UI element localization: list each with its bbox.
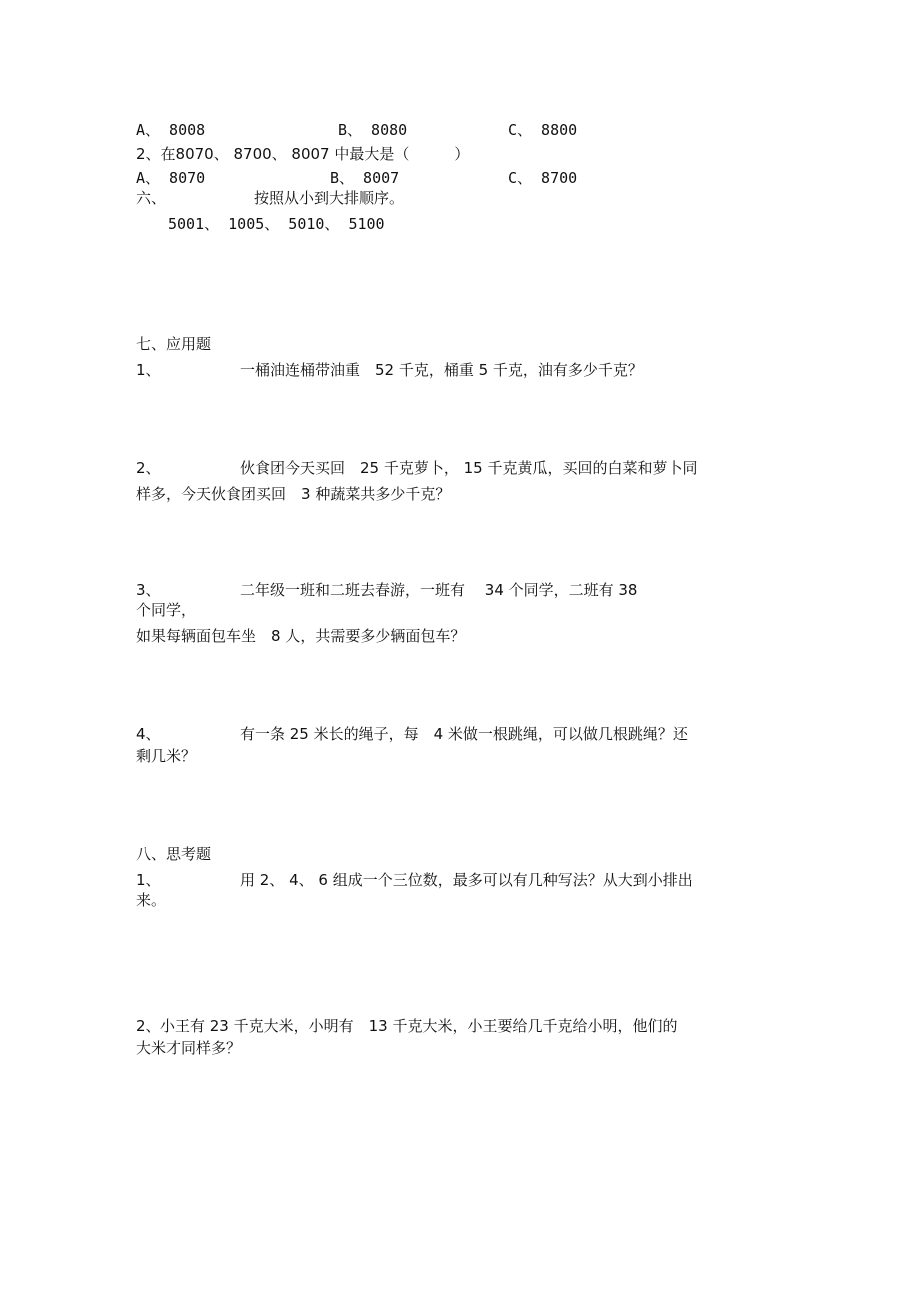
problem-7-3-line-3: 如果每辆面包车坐 8 人，共需要多少辆面包车？ (136, 627, 466, 645)
problem-7-3-number: 3、 (136, 581, 161, 599)
section6-title: 按照从小到大排顺序。 (254, 189, 405, 207)
problem-7-1-line-1: 一桶油连桶带油重 52 千克，桶重 5 千克，油有多少千克？ (240, 361, 643, 379)
problem-7-3-line-2: 个同学， (136, 601, 197, 619)
q2-option-b: B、 8007 (330, 169, 400, 187)
section8-title: 八、思考题 (136, 845, 212, 863)
section6-number: 六、 (136, 189, 167, 207)
problem-7-4-line-1: 有一条 25 米长的绳子，每 4 米做一根跳绳，可以做几根跳绳？还 (240, 725, 688, 743)
problem-8-2-number: 2、 (136, 1017, 161, 1035)
problem-8-1-line-2: 来。 (136, 891, 167, 909)
q2-option-c: C、 8700 (508, 169, 578, 187)
problem-8-1-number: 1、 (136, 871, 161, 889)
problem-7-2-line-2: 样多，今天伙食团买回 3 种蔬菜共多少千克？ (136, 485, 451, 503)
problem-7-1-number: 1、 (136, 361, 161, 379)
q2-option-a: A、 8070 (136, 169, 206, 187)
q2-stem: 2、在8070、 8700、 8007 中最大是（ ） (136, 145, 470, 163)
problem-7-4-number: 4、 (136, 725, 161, 743)
section7-title: 七、应用题 (136, 335, 212, 353)
problem-7-2-line-1: 伙食团今天买回 25 千克萝卜， 15 千克黄瓜，买回的白菜和萝卜同 (240, 459, 698, 477)
q1-option-b: B、 8080 (338, 121, 408, 139)
problem-7-3-line-1: 二年级一班和二班去春游，一班有 34 个同学，二班有 38 (240, 581, 638, 599)
problem-8-1-line-1: 用 2、 4、 6 组成一个三位数，最多可以有几种写法？从大到小排出 (240, 871, 693, 889)
problem-7-4-line-2: 剩几米？ (136, 747, 197, 765)
problem-7-2-number: 2、 (136, 459, 161, 477)
q1-option-c: C、 8800 (508, 121, 578, 139)
problem-8-2-line-2: 大米才同样多？ (136, 1039, 242, 1057)
section6-numbers: 5001、 1005、 5010、 5100 (168, 215, 385, 233)
problem-8-2-line-1: 小王有 23 千克大米，小明有 13 千克大米，小王要给几千克给小明，他们的 (160, 1017, 678, 1035)
q1-option-a: A、 8008 (136, 121, 206, 139)
